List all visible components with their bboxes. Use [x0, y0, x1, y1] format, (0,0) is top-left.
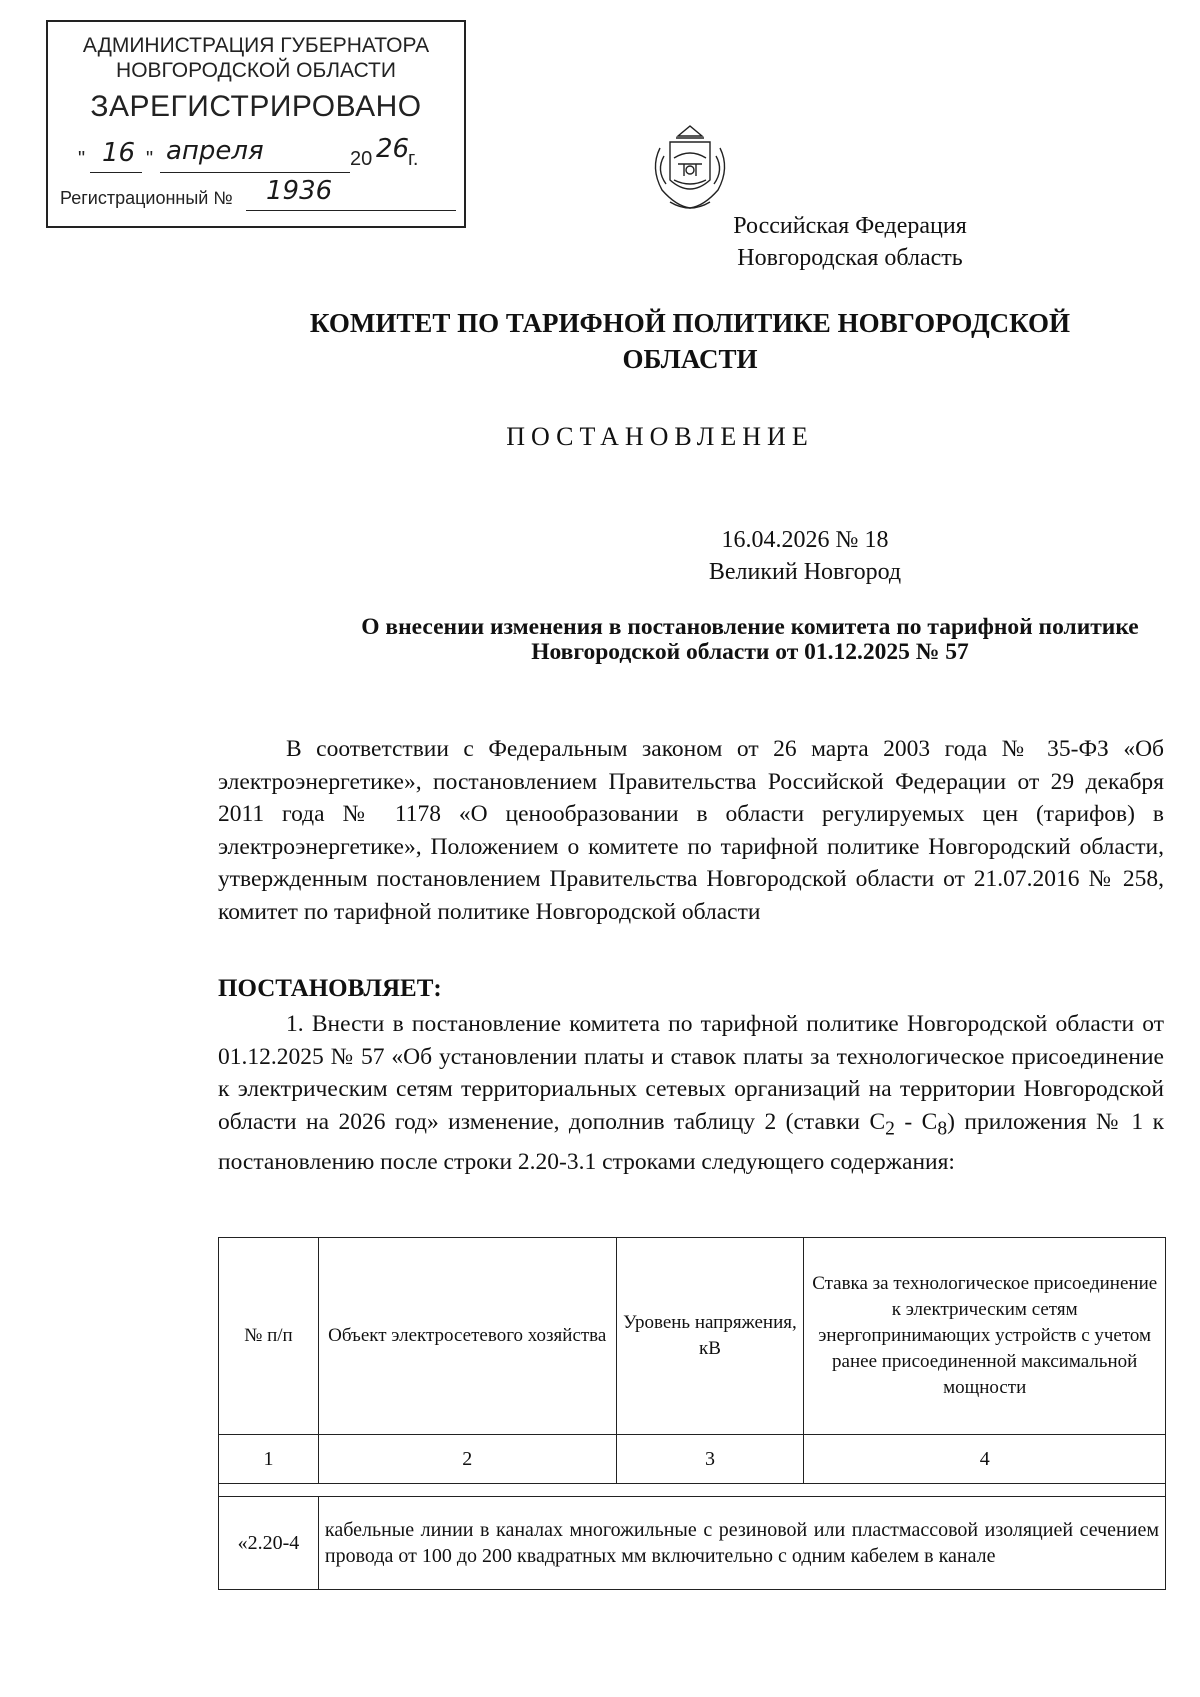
document-subject: О внесении изменения в постановление комитета по тарифной политике Новгородской области от 01.12.2025 № 57	[361, 614, 1139, 665]
resolves-heading: ПОСТАНОВЛЯЕТ:	[218, 975, 442, 1002]
stamp-year-suffix: г.	[408, 148, 419, 170]
tariff-rates-table	[218, 1237, 1166, 1590]
committee-title: КОМИТЕТ ПО ТАРИФНОЙ ПОЛИТИКЕ НОВГОРОДСКОЙ ОБЛАСТИ	[309, 308, 1071, 374]
table-column-number: 2	[318, 1435, 616, 1484]
country-name: Российская Федерация	[733, 213, 967, 239]
clause-1-paragraph: 1. Внести в постановление комитета по тарифной политике Новгородской области от 01.12.2025 № 57 «Об установлении платы и ставок платы за технологическое присоединение к электрическим сетям территориальных сетевых организаций на территории Новгородской области на 2026 год» изменение, дополнив таблицу 2 (ставки $С_2 - С_8$) приложения № 1 к постановлению после строки 2.20-3.1 строками следующего содержания:	[218, 1011, 1164, 1175]
table-header-cell: Объект электросетевого хозяйства	[318, 1238, 616, 1435]
coat-of-arms-emblem	[640, 118, 740, 218]
header-country-block	[250, 210, 1200, 274]
stamp-year-hand: 26	[376, 134, 410, 164]
table-row-number: «2.20-4	[219, 1497, 319, 1590]
stamp-reg-label: Регистрационный №	[60, 188, 233, 208]
table-header-cell: Ставка за технологическое присоединение к электрическим сетям энергопринимающих устройств с учетом ранее присоединенной максимальной мощности	[804, 1238, 1166, 1435]
region-name: Новгородская область	[737, 245, 963, 271]
table-header-cell: № п/п	[219, 1238, 319, 1435]
table-column-number: 1	[219, 1435, 319, 1484]
stamp-year-prefix: 20	[350, 148, 373, 170]
table-header-cell: Уровень напряжения, кВ	[616, 1238, 804, 1435]
stamp-month: апреля	[166, 136, 264, 166]
stamp-day: 16	[102, 138, 136, 168]
table-header-row	[219, 1238, 1166, 1435]
document-type: ПОСТАНОВЛЕНИЕ	[506, 422, 814, 451]
preamble-paragraph: В соответствии с Федеральным законом от 26 марта 2003 года № 35-ФЗ «Об электроэнергетике», постановлением Правительства Российской Федерации от 29 декабря 2011 года № 1178 «О ценообразовании в области регулируемых цен (тарифов) в электроэнергетике», Положением о комитете по тарифной политике Новгородский области, утвержденным постановлением Правительства Новгородской области от 21.07.2016 № 258, комитет по тарифной политике Новгородской области	[218, 736, 1164, 925]
document-date-number-block	[205, 524, 1200, 588]
table-column-number: 4	[804, 1435, 1166, 1484]
document-date-number: 16.04.2026 № 18	[721, 527, 889, 553]
stamp-reg-number: 1936	[266, 176, 333, 206]
table-column-numbers-row	[219, 1435, 1166, 1484]
table-row-description: кабельные линии в каналах многожильные с резиновой или пластмассовой изоляцией сечением провода от 100 до 200 квадратных мм включительно с одним кабелем в канале	[318, 1497, 1165, 1590]
stamp-org-line2: НОВГОРОДСКОЙ ОБЛАСТИ	[116, 59, 396, 82]
table-row	[219, 1497, 1166, 1590]
table-column-number: 3	[616, 1435, 804, 1484]
document-city: Великий Новгород	[708, 559, 902, 585]
stamp-registered: ЗАРЕГИСТРИРОВАНО	[90, 90, 422, 123]
stamp-org-line1: АДМИНИСТРАЦИЯ ГУБЕРНАТОРА	[82, 34, 430, 57]
registration-stamp: АДМИНИСТРАЦИЯ ГУБЕРНАТОРА НОВГОРОДСКОЙ ОБЛАСТИ ЗАРЕГИСТРИРОВАНО " 16 " апреля 20 26 г. Регистрационный № 1936	[46, 20, 466, 228]
